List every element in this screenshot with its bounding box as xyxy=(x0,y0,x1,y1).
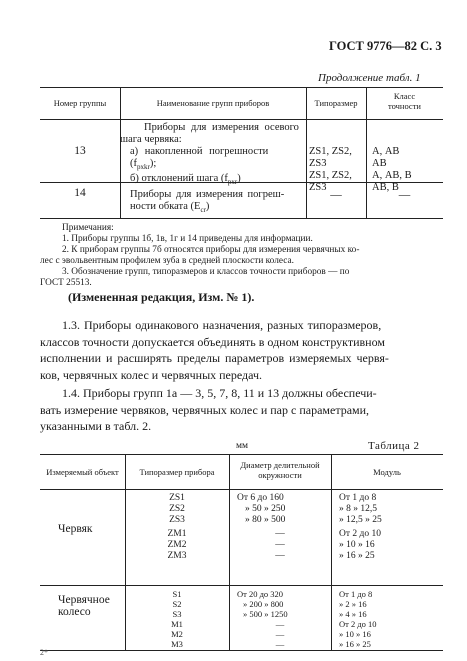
row13-size-2: ZS3 xyxy=(309,158,327,169)
row-module: » 10 » 16 xyxy=(339,540,375,550)
table1-row13-name xyxy=(120,122,302,188)
row13-name-line4 xyxy=(130,158,284,173)
table1-bottom-rule xyxy=(40,218,443,219)
table1-header-class-line2: точности xyxy=(388,101,421,111)
table1-row14-class: — xyxy=(398,189,411,201)
row-diameter: » 80 » 500 xyxy=(245,515,286,525)
row-diameter: От 20 до 320 xyxy=(237,589,284,599)
table2-divider-2-cont xyxy=(229,585,230,650)
row-module: » 4 » 16 xyxy=(339,609,367,619)
row14-name-line1: Приборы для измерения погреш- xyxy=(130,189,285,200)
table-continuation-label: Продолжение табл. 1 xyxy=(318,72,421,84)
table2-header-diameter-line2: окружности xyxy=(258,470,302,480)
table2-bottom-rule xyxy=(40,585,443,586)
table2-object-worm: Червяк xyxy=(58,523,93,535)
document-header: ГОСТ 9776—82 С. 3 xyxy=(329,39,442,53)
row-size: M3 xyxy=(171,639,183,649)
row13-size-3: ZS1, ZS2, xyxy=(309,170,352,181)
row13-size-1: ZS1, ZS2, xyxy=(309,146,352,157)
row14-e-subscript: cr xyxy=(200,206,206,215)
table1-row13-number: 13 xyxy=(74,145,86,157)
table1-header-class xyxy=(366,91,443,111)
row-diameter: » 50 » 250 xyxy=(245,504,286,514)
table2-divider-1-cont xyxy=(125,585,126,650)
row-module: От 1 до 8 xyxy=(339,493,377,503)
table1-header-group: Номер группы xyxy=(53,98,107,108)
table1-row14-name xyxy=(130,189,284,216)
row13-class-3: А, АВ, В xyxy=(372,170,412,181)
row-module: » 10 » 16 xyxy=(339,629,371,639)
table2-divider-3-cont xyxy=(331,585,332,650)
table2-unit: мм xyxy=(236,441,249,451)
para14-line1: 1.4. Приборы групп 1а — 3, 5, 7, 8, 11 и 13 должны обеспечи- xyxy=(62,386,377,400)
row-size: ZS1 xyxy=(169,493,185,503)
notes-item-3: 3. Обозначение групп, типоразмеров и классов точности приборов — по xyxy=(62,267,350,277)
row13-name-line1: Приборы для измерения осевого xyxy=(144,122,299,133)
para13-line1: 1.3. Приборы одинакового назначения, разных типоразмеров, xyxy=(62,318,382,332)
table2-final-rule xyxy=(40,650,443,651)
table2-header-diameter xyxy=(229,460,331,480)
table2-rows xyxy=(125,493,443,562)
row-module: От 1 до 8 xyxy=(339,589,373,599)
table1-row14-number: 14 xyxy=(74,187,86,199)
table2-object-wheel-line1: Червячное xyxy=(58,594,110,606)
row-size: ZS2 xyxy=(169,504,185,514)
table2-row xyxy=(125,540,443,551)
table2-row xyxy=(125,529,443,540)
row-diameter: » 500 » 1250 xyxy=(243,609,288,619)
para13-line2: классов точности допускается объединять в одном конструктивном xyxy=(40,334,385,349)
paragraph-1-4 xyxy=(40,385,442,435)
row13-class-4: АВ, В xyxy=(372,182,399,193)
row-diameter: — xyxy=(275,629,285,639)
row-module: » 2 » 16 xyxy=(339,599,367,609)
row13-class-2: АВ xyxy=(372,158,387,169)
row-size: S2 xyxy=(172,599,182,609)
page-mark: 2* xyxy=(40,648,48,657)
row14-e-close: ) xyxy=(205,201,210,212)
table2-header-object: Измеряемый объект xyxy=(46,467,119,477)
table2-top-rule xyxy=(40,454,443,455)
table1-row13-sizes xyxy=(309,146,352,194)
table2-row xyxy=(125,589,443,599)
notes-title: Примечания: xyxy=(62,223,114,233)
table2-caption: Таблица 2 xyxy=(368,440,420,452)
row-module: » 16 » 25 xyxy=(339,551,375,561)
table2-header-diameter-line1: Диаметр делительной xyxy=(240,460,320,470)
row13-b-subscript: pxr xyxy=(227,178,238,187)
row13-class-1: А, АВ xyxy=(372,146,400,157)
row13-name-line3: а) накопленной погрешности xyxy=(130,146,269,157)
row13-size-4: ZS3 xyxy=(309,182,327,193)
row-size: M2 xyxy=(171,629,183,639)
notes-item-1: 1. Приборы группы 1б, 1в, 1г и 14 приведены для информации. xyxy=(62,234,313,244)
para14-line2: вать измерение червяков, червячных колес и пар с параметрами, xyxy=(40,402,370,417)
table2-row xyxy=(125,551,443,562)
table1-header-rule xyxy=(40,119,443,120)
table2-row xyxy=(125,493,443,504)
table1-header-name: Наименование групп приборов xyxy=(156,98,270,108)
row14-e-text: ности обката (E xyxy=(130,201,201,212)
row13-f-close: ); xyxy=(149,158,157,169)
para13-line3: исполнении и расширять пределы параметров измеряемых червя- xyxy=(40,351,389,365)
row-size: ZM3 xyxy=(167,551,187,561)
row-size: M1 xyxy=(171,619,183,629)
row-module: От 2 до 10 xyxy=(339,529,381,539)
notes-item-2-cont: лес с эвольвентным профилем зуба в средней плоскости колеса. xyxy=(40,256,294,266)
row-module: От 2 до 10 xyxy=(339,619,377,629)
row-size: ZM2 xyxy=(167,540,187,550)
row-size: ZS3 xyxy=(169,515,185,525)
table1-header-class-line1: Класс xyxy=(393,91,416,101)
table1-row14-size: — xyxy=(330,189,342,201)
row-diameter: — xyxy=(275,529,285,539)
amendment-note: (Измененная редакция, Изм. № 1). xyxy=(68,290,255,304)
table2-header-rule xyxy=(40,489,443,490)
table2-header-module: Модуль xyxy=(373,467,401,477)
notes-block xyxy=(40,223,440,289)
para14-line3: указанными в табл. 2. xyxy=(40,419,152,433)
table1-top-rule xyxy=(40,87,443,88)
table2-row xyxy=(125,639,443,649)
row13-b-close: ) xyxy=(237,173,241,185)
para13-line4: ков, червячных колес и червячных передач. xyxy=(40,367,263,382)
table1-header-size: Типоразмер xyxy=(314,98,358,108)
row-diameter: — xyxy=(275,540,285,550)
table2-row xyxy=(125,599,443,609)
table2-row xyxy=(125,619,443,629)
row13-f-subscript: pxkr xyxy=(137,163,150,172)
row-module: » 12,5 » 25 xyxy=(339,515,382,525)
row-module: » 16 » 25 xyxy=(339,639,371,649)
paragraph-1-3 xyxy=(40,317,442,383)
row-diameter: От 6 до 160 xyxy=(237,493,284,503)
row-diameter: » 200 » 800 xyxy=(243,599,284,609)
notes-item-2: 2. К приборам группы 7б относятся приборы для измерения червячных ко- xyxy=(62,245,360,255)
row-diameter: — xyxy=(275,619,285,629)
row13-b-text: б) отклонений шага (f xyxy=(130,173,228,185)
row-size: ZM1 xyxy=(167,529,187,539)
table1-row13-classes xyxy=(372,146,412,194)
table2-object-wheel-line2: колесо xyxy=(58,606,91,618)
row-module: » 8 » 12,5 xyxy=(339,504,377,514)
row14-name-line2 xyxy=(130,201,284,216)
table2-header-size: Типоразмер прибора xyxy=(139,467,215,477)
row13-name-line2: шага червяка: xyxy=(120,134,182,145)
table2-row xyxy=(125,515,443,529)
table2-object-wheel xyxy=(58,594,110,618)
table2-row xyxy=(125,504,443,515)
table2-row xyxy=(125,609,443,619)
row-diameter: — xyxy=(275,551,285,561)
row-size: S1 xyxy=(172,589,182,599)
row13-name-line5 xyxy=(130,173,284,188)
row13-f-symbol: (f xyxy=(130,158,137,169)
row-size: S3 xyxy=(172,609,182,619)
notes-item-3-cont: ГОСТ 25513. xyxy=(40,278,92,288)
table2-row xyxy=(125,629,443,639)
table2-rows-wheel xyxy=(125,589,443,649)
row-diameter: — xyxy=(275,639,285,649)
